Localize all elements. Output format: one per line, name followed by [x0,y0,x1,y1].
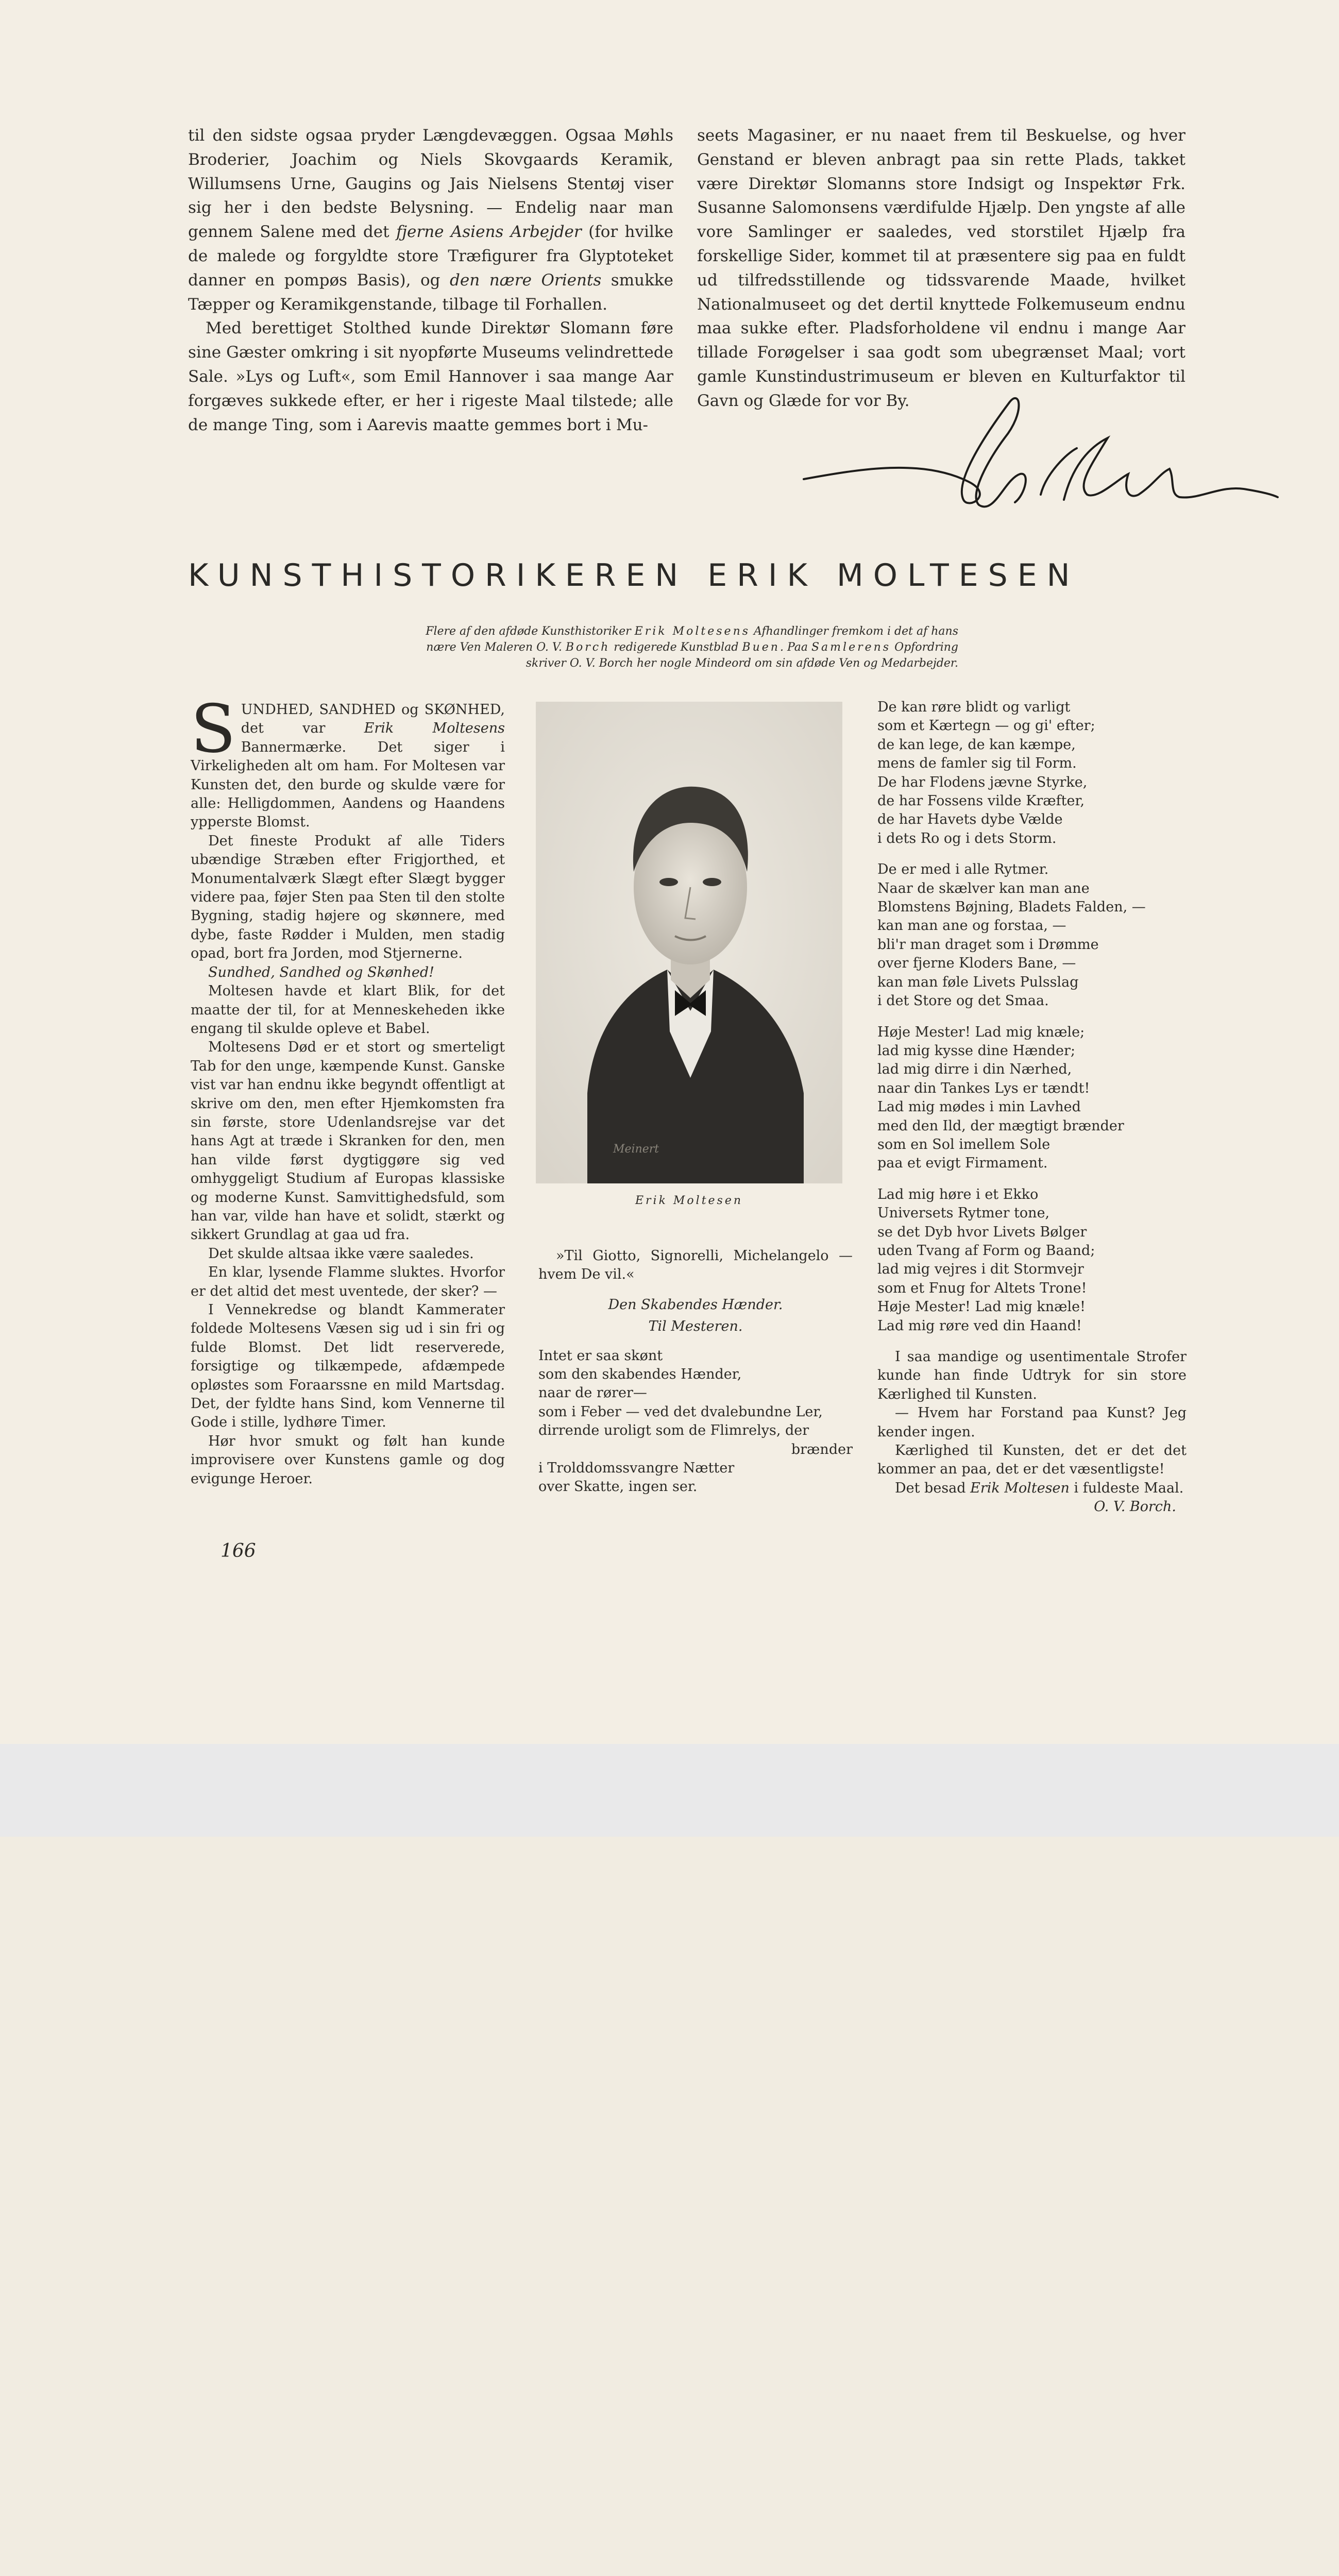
poem-line: i det Store og det Smaa. [877,993,1049,1009]
poem-stanza [877,860,1187,1010]
poem-stanza [877,698,1187,848]
top-right-column [697,124,1185,413]
poem-line: Høje Mester! Lad mig knæle! [877,1299,1086,1315]
poem-stanza [877,1185,1187,1335]
poem-line: med den Ild, der mægtigt brænder [877,1117,1124,1134]
paragraph: Hør hvor smukt og følt han kunde improvisere over Kunstens gamle og dog evigunge Heroer. [191,1433,505,1487]
poem [877,698,1187,1335]
poem-line: Blomstens Bøjning, Bladets Falden, — [877,899,1146,916]
poem-line: lad mig vejres i dit Stormvejr [877,1261,1084,1278]
poem-line: lad mig dirre i din Nærhed, [877,1061,1072,1078]
paragraph: Moltesen havde et klart Blik, for det maatte der til, for at Menneskeheden ikke engang til skulde opleve et Babel. [191,983,505,1037]
handwritten-signature [799,392,1283,526]
poem-line: Lad mig mødes i min Lavhed [877,1099,1081,1115]
paragraph: Det fineste Produkt af alle Tiders ubændige Stræben efter Frigjorthed, et Monumentalværk Slægt efter Slægt bygger videre paa, føjer Sten paa Sten til den stolte Bygning, stadig højere og skønnere, med dybe, faste Rødder i Mulden, men stadig opad, bort fra Jorden, mod Stjernerne. [191,833,505,962]
poem-line: som et Fnug for Altets Trone! [877,1280,1087,1296]
poem-line: De kan røre blidt og varligt [877,699,1071,715]
poem-line: Intet er saa skønt [538,1347,663,1364]
paragraph: I Vennekredse og blandt Kammerater foldede Moltesens Væsen sig ud i sin fri og fulde Blomst. Det lidt reserverede, forsigtige og tilkæmpede, afdæmpede opløstes som Foraarssne en mild Martsdag. Det, der fyldte hans Sind, kom Vennerne til Gode i stille, lydhøre Timer. [191,1302,505,1431]
paragraph: Kærlighed til Kunsten, det er det det kommer an paa, det er det væsentligste! [877,1443,1187,1478]
poem-line: som et Kærtegn — og gi' efter; [877,718,1095,734]
poem-line: bli'r man draget som i Drømme [877,936,1099,953]
poem-line: de har Fossens vilde Kræfter, [877,793,1085,809]
poem-line: kan man føle Livets Pulsslag [877,974,1079,990]
paragraph: SUNDHED, SANDHED og SKØNHED, det var Erik Moltesens Bannermærke. Det siger i Virkeligheden alt om ham. For Moltesen var Kunsten det, den burde og skulde være for alle: Helligdommen, Aandens og Haandens ypperste Blomst. [191,691,505,831]
poem-line: i Trolddomssvangre Nætter [538,1460,735,1477]
poem-line: De er med i alle Rytmer. [877,861,1049,878]
paragraph: En klar, lysende Flamme sluktes. Hvorfor er det altid det mest uventede, der sker? — [191,1264,505,1299]
paragraph: I saa mandige og usentimentale Strofer kunde han finde Udtryk for sin store Kærlighed til Kunsten. [877,1349,1187,1402]
article-column-2 [538,1247,853,1497]
poem-line: Universets Rytmer tone, [877,1205,1050,1222]
poem-line: kan man ane og forstaa, — [877,918,1066,934]
poem-line: naar de rører— [538,1385,647,1401]
digitization-footer [0,1744,1339,1837]
poem-line: De har Flodens jævne Styrke, [877,774,1088,790]
poem-line: uden Tvang af Form og Baand; [877,1242,1095,1259]
poem-line: mens de famler sig til Form. [877,755,1077,772]
poem-subtitle: Til Mesteren. [648,1318,743,1335]
paragraph: Moltesens Død er et stort og smerteligt Tab for den unge, kæmpende Kunst. Ganske vist var han endnu ikke begyndt offentligt at skrive om den, men efter Hjemkomsten fra sin første, store Udenlandsrejse var det hans Agt at træde i Skranken for den, men han vilde først dygtiggøre sig ved omhyggeligt Studium af Europas klassiske og moderne Kunst. Samvittighedsfuld, som han var, vilde han have et solidt, stærkt og sikkert Grundlag at gaa ud fra. [191,1039,505,1243]
poem-title: Den Skabendes Hænder. [608,1296,783,1313]
article-author: O. V. Borch. [1094,1499,1176,1515]
poem-line: naar din Tankes Lys er tændt! [877,1080,1090,1096]
poem-line: lad mig kysse dine Hænder; [877,1042,1076,1059]
paragraph: Med berettiget Stolthed kunde Direktør Slomann føre sine Gæster omkring i sit nyopførte Museums velindrettede Sale. »Lys og Luft«, som Emil Hannover i saa mange Aar forgæves sukkede efter, er her i rigeste Maal tilstede; alle de mange Ting, som i Aarevis maatte gemmes bort i Mu- [188,319,673,434]
poem-line: som i Feber — ved det dvalebundne Ler, [538,1403,823,1420]
poem-line: som den skabendes Hænder, [538,1366,742,1383]
poem-line: de kan lege, de kan kæmpe, [877,736,1076,753]
poem-line: Lad mig røre ved din Haand! [877,1317,1082,1334]
photo-caption: Erik Moltesen [635,1194,743,1207]
paragraph: Det skulde altsaa ikke være saaledes. [208,1245,474,1262]
article-column-3 [877,698,1187,1517]
paragraph: — Hvem har Forstand paa Kunst? Jeg kender ingen. [877,1405,1187,1440]
top-left-column [188,124,673,437]
photographer-signature: Meinert [613,1143,659,1156]
quote: »Til Giotto, Signorelli, Michelangelo — hvem De vil.« [538,1248,853,1283]
paragraph: seets Magasiner, er nu naaet frem til Beskuelse, og hver Genstand er bleven anbragt paa sin rette Plads, takket være Direktør Slomanns store Indsigt og Inspektør Frk. Susanne Salomonsens værdifulde Hjælp. Den yngste af alle vore Samlinger er saaledes, ved storstilet Hjælp fra forskellige Sider, kommet til at præsentere sig paa en fuldt ud tilfredsstillende og tidssvarende Maade, hvilket Nationalmuseet og det dertil knyttede Folkemuseum endnu maa sukke efter. Pladsforholdene vil endnu i mange Aar tillade Forøgelser i saa godt som ubegrænset Maal; vort gamle Kunstindustrimuseum er bleven en Kulturfaktor til Gavn og Glæde for vor By. [697,126,1185,410]
portrait-photo [536,702,842,1183]
paragraph: Sundhed, Sandhed og Skønhed! [208,964,435,980]
poem-line: paa et evigt Firmament. [877,1155,1048,1172]
article-intro: Flere af den afdøde Kunsthistoriker Erik Moltesens Afhandlinger fremkom i det af hans nære Ven Maleren O. V. Borch redigerede Kunstblad Buen. Paa Samlerens Opfordring skriver O. V. Borch her nogle Mindeord om sin afdøde Ven og Medarbejder. [426,625,958,670]
page-number: 166 [221,1540,256,1562]
poem-line: de har Havets dybe Vælde [877,811,1063,828]
article-column-1 [191,691,505,1488]
poem-line: i dets Ro og i dets Storm. [877,830,1057,846]
paragraph: Det besad Erik Moltesen i fuldeste Maal. [895,1480,1184,1496]
poem-line: Lad mig høre i et Ekko [877,1186,1039,1202]
drop-cap: S [191,691,236,768]
poem-line: Høje Mester! Lad mig knæle; [877,1024,1085,1040]
poem-stanza [877,1023,1187,1173]
poem-line: som en Sol imellem Sole [877,1136,1050,1153]
poem-line: over fjerne Kloders Bane, — [877,955,1076,972]
poem-line: se det Dyb hvor Livets Bølger [877,1224,1087,1240]
paragraph: til den sidste ogsaa pryder Længdevæggen. Ogsaa Møhls Broderier, Joachim og Niels Skovgaards Keramik, Willumsens Urne, Gaugins og Jais Nielsens Stentøj viser sig her i den bedste Belysning. — Endelig naar man gennem Salene med det fjerne Asiens Arbejder (for hvilke de malede og forgyldte store Træfigurer fra Glyptoteket danner en pompøs Basis), og den nære Orients smukke Tæpper og Keramikgenstande, tilbage til Forhallen. [188,126,673,314]
poem-line: brænder [791,1441,853,1458]
poem-line: Naar de skælver kan man ane [877,880,1090,896]
poem-line: dirrende uroligt som de Flimrelys, der [538,1422,809,1439]
article-headline: KUNSTHISTORIKEREN ERIK MOLTESEN [188,557,1080,594]
poem-line: over Skatte, ingen ser. [538,1479,698,1495]
